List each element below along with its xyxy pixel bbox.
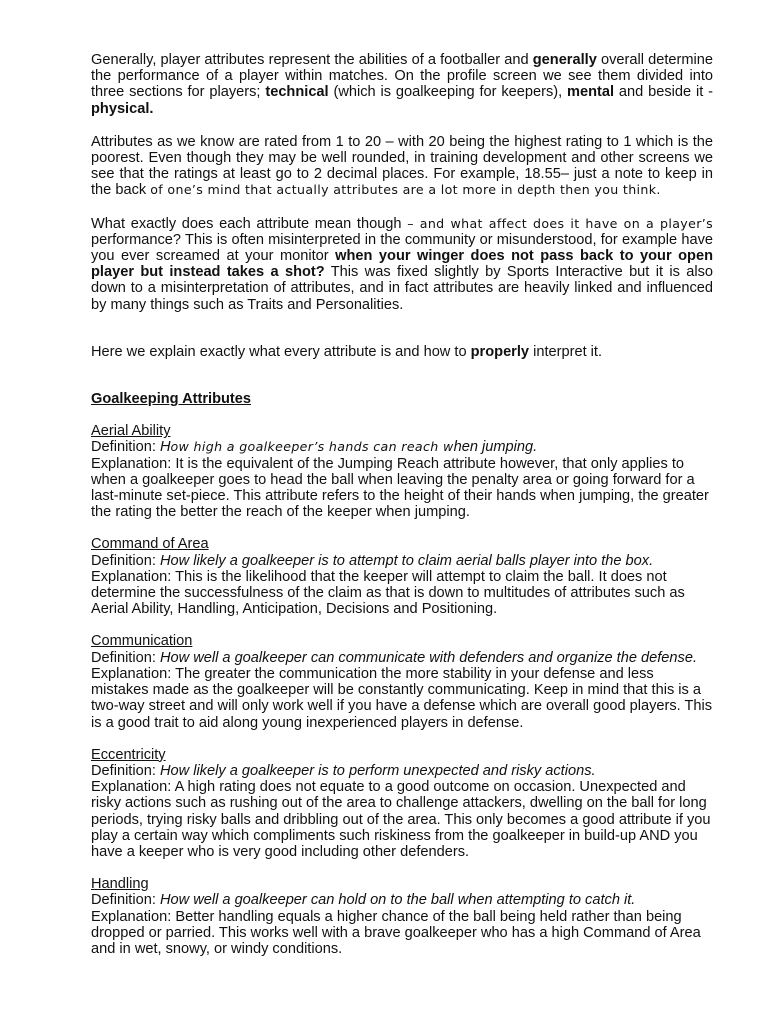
intro-paragraph-3: What exactly does each attribute mean though – and what affect does it have on a player’s performance? This is often misinterpreted in the community or misunderstood, for example have you ever screamed at your monitor when your winger does not pass back to your open player but instead takes a shot? This was fixed slightly by Sports Interactive but it is also down to a misinterpretation of attributes, and in fact attributes are heavily linked and influenced by many things such as Traits and Personalities. [91, 215, 714, 313]
attribute-block [91, 747, 713, 860]
attribute-title: Communication [91, 633, 193, 650]
intro-paragraph-4: Here we explain exactly what every attribute is and how to properly interpret it. [91, 343, 603, 360]
bold-text: physical. [91, 100, 154, 117]
attribute-explanation: Explanation: The greater the communication the more stability in your defense and less mistakes made as the goalkeeper will be constantly communicating. Keep in mind that this is a two-way street and will only work well if you have a defense which are overall good players. This is a good trait to aid along young inexperienced players in defense. [91, 665, 713, 731]
attribute-title: Command of Area [91, 536, 209, 553]
attribute-block [91, 633, 713, 730]
attribute-title: Aerial Ability [91, 423, 171, 440]
document-page [91, 52, 713, 957]
attribute-explanation: Explanation: Better handling equals a higher chance of the ball being held rather than being dropped or parried. This works well with a brave goalkeeper who has a high Command of Area and in wet, snowy, or windy conditions. [91, 908, 701, 957]
attribute-explanation: Explanation: It is the equivalent of the Jumping Reach attribute however, that only applies to when a goalkeeper goes to head the ball when leaving the penalty area or going forward for a last-minute set-piece. This attribute refers to the height of their hands when jumping, the greater the rating the better the reach of the keeper when jumping. [91, 455, 709, 521]
bold-text: technical [265, 84, 329, 101]
attribute-explanation: Explanation: This is the likelihood that the keeper will attempt to claim the ball. It does not determine the successfulness of the claim as that is down to multitudes of attributes such as Aerial Ability, Handling, Anticipation, Decisions and Positioning. [91, 568, 685, 618]
section-title: Goalkeeping Attributes [91, 391, 252, 408]
intro-paragraph-2: Attributes as we know are rated from 1 to 20 – with 20 being the highest rating to 1 which is the poorest. Even though they may be well rounded, in training development and other screens we see that the ratings at least go to 2 decimal places. For example, 18.55– just a note to keep in the back of one’s mind that actually attributes are a lot more in depth then you think. [91, 133, 713, 199]
bold-text: generally [532, 52, 597, 68]
attribute-definition: Definition: How likely a goalkeeper is to perform unexpected and risky actions. [91, 762, 596, 779]
attribute-block [91, 536, 713, 617]
attribute-block [91, 423, 713, 520]
attribute-explanation: Explanation: A high rating does not equate to a good outcome on occasion. Unexpected and risky actions such as rushing out of the area to challenge attackers, dwelling on the ball for long periods, trying risky balls and dribbling out of the area. This only becomes a good attribute if you play a certain way which compliments such riskiness from the goalkeeper in build-up AND you have a keeper who is very good including other defenders. [91, 779, 711, 860]
attribute-definition: Definition: How high a goalkeeper’s hands can reach when jumping. [91, 439, 538, 456]
attribute-block [91, 876, 713, 957]
attribute-title: Handling [91, 876, 149, 893]
bold-text: mental [567, 84, 615, 101]
attribute-definition: Definition: How likely a goalkeeper is to attempt to claim aerial balls player into the box. [91, 552, 654, 569]
bold-text: when your winger does not pass back to your open player but instead takes a shot? [91, 248, 714, 281]
intro-paragraph-1: Generally, player attributes represent the abilities of a footballer and generally overall determine the performance of a player within matches. On the profile screen we see them divided into three sections for players; technical (which is goalkeeping for keepers), mental and beside it - physical. [91, 52, 713, 117]
bold-text: properly [470, 343, 530, 360]
attribute-definition: Definition: How well a goalkeeper can hold on to the ball when attempting to catch it. [91, 892, 636, 909]
attribute-definition: Definition: How well a goalkeeper can communicate with defenders and organize the defense. [91, 649, 698, 666]
attribute-title: Eccentricity [91, 746, 166, 763]
